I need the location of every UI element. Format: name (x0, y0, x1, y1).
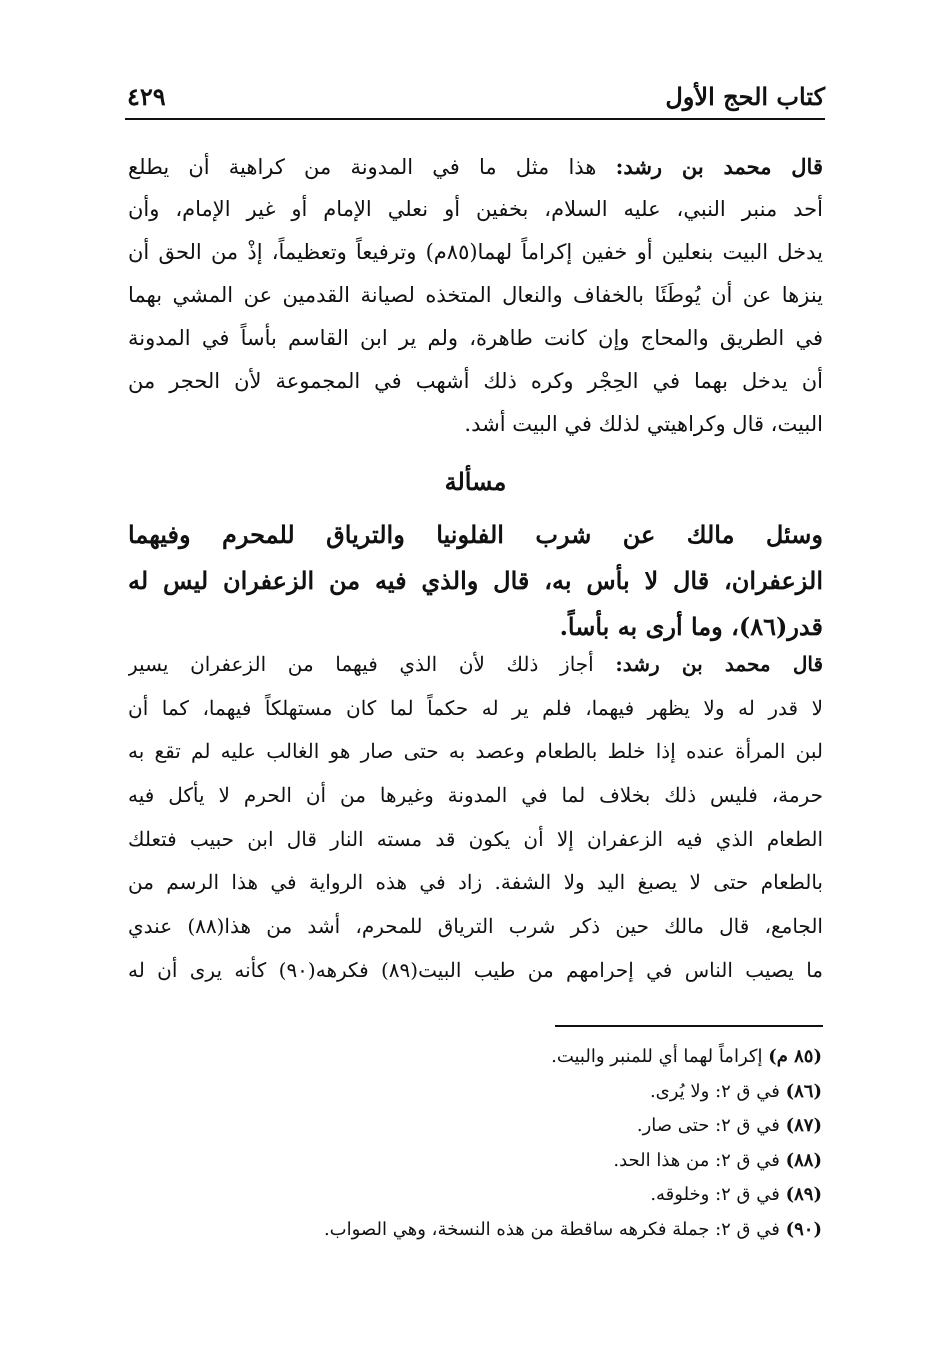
footnote (122, 1040, 822, 1075)
footnote-separator (555, 1025, 823, 1027)
text-line: أن يدخل بهما في الحِجْر وكره ذلك أشهب في المجموعة لأن الحجر من (128, 369, 823, 393)
text-line: لا قدر له ولا يظهر فيهما، فلم ير له حكماً لما كان مستهلكاً فيهما، كما أن (128, 695, 823, 720)
speaker-label: قال محمد بن رشد: (615, 652, 823, 676)
footnote-number: (٨٧) (785, 1115, 822, 1136)
text-line: الزعفران، قال لا بأس به، قال والذي فيه من الزعفران ليس له (128, 566, 823, 595)
footnote (122, 1075, 822, 1110)
text-line: حرمة، فليس ذلك بخلاف لما في المدونة وغيرها من أن الحرم لا يأكل فيه (128, 783, 823, 808)
footnote-number: (٨٦) (785, 1080, 822, 1102)
text-line: قدر(٨٦)، وما أرى به بأساً. (559, 612, 823, 641)
text-line: ما يصيب الناس في إحرامهم من طيب البيت(٨٩) فكرهه(٩٠) كأنه يرى أن له (128, 957, 823, 982)
footnotes (122, 1040, 822, 1247)
text-line: البيت، قال وكراهيتي لذلك في البيت أشد. (464, 412, 823, 436)
footnote-text: في ق ٢: ولا يُرى. (649, 1080, 780, 1102)
text-line: بالطعام حتى لا يصبغ اليد ولا الشفة. زاد في هذه الرواية في هذا الرسم من (128, 870, 823, 895)
question-paragraph (128, 512, 823, 650)
footnote-number: (٩٠) (785, 1218, 822, 1240)
footnote (122, 1213, 822, 1248)
footnote-text: في ق ٢: حتى صار. (636, 1115, 780, 1136)
footnote-text: في ق ٢: من هذا الحد. (613, 1149, 780, 1171)
text-line: الطعام الذي فيه الزعفران إلا أن يكون قد مسته النار قال ابن حبيب فتعلك (128, 826, 823, 851)
footnote-number: (٨٨) (785, 1149, 822, 1171)
commentary-paragraph-1 (128, 145, 823, 446)
page-header (125, 78, 825, 120)
section-heading: مسألة (444, 467, 507, 496)
footnote-number: (٨٥ م) (768, 1046, 822, 1067)
footnote (122, 1178, 822, 1213)
text-line: أحد منبر النبي، عليه السلام، بخفين أو نعلي الإمام أو غير الإمام، وأن (128, 197, 823, 221)
footnote-text: في ق ٢: جملة فكرهه ساقطة من هذه النسخة، وهي الصواب. (323, 1218, 780, 1240)
text-line: الجامع، قال مالك حين ذكر شرب الترياق للمحرم، أشد من هذا(٨٨) عندي (128, 914, 823, 939)
footnote-text: في ق ٢: وخلوقه. (650, 1184, 780, 1205)
footnote (122, 1144, 822, 1179)
running-title: كتاب الحج الأول (665, 82, 825, 111)
footnote (122, 1109, 822, 1144)
speaker-label: قال محمد بن رشد: (615, 154, 823, 179)
text-line: وسئل مالك عن شرب الفلونيا والترياق للمحرم وفيهما (128, 520, 823, 549)
footnote-number: (٨٩) (785, 1184, 822, 1205)
text-line: ينزها عن أن يُوطَئَا بالخفاف والنعال المتخذه لصيانة القدمين عن المشي بهما (128, 283, 823, 307)
text-line: قال محمد بن رشد: هذا مثل ما في المدونة من كراهية أن يطلع (128, 154, 823, 179)
text-line: لبن المرأة عنده إذا خلط بالطعام وعصد به حتى صار هو الغالب عليه لم تقع به (128, 739, 823, 764)
text-line: قال محمد بن رشد: أجاز ذلك لأن الذي فيهما من الزعفران يسير (128, 652, 823, 676)
text-line: يدخل البيت بنعلين أو خفين إكراماً لهما(٨٥م) وترفيعاً وتعظيماً، إذْ من الحق أن (128, 240, 823, 264)
commentary-paragraph-2 (128, 643, 823, 993)
footnote-text: إكراماً لهما أي للمنبر والبيت. (551, 1046, 763, 1067)
text-line: في الطريق والمحاج وإن كانت طاهرة، ولم ير ابن القاسم بأساً في المدونة (128, 326, 823, 350)
page-number: ٤٢٩ (127, 82, 166, 111)
